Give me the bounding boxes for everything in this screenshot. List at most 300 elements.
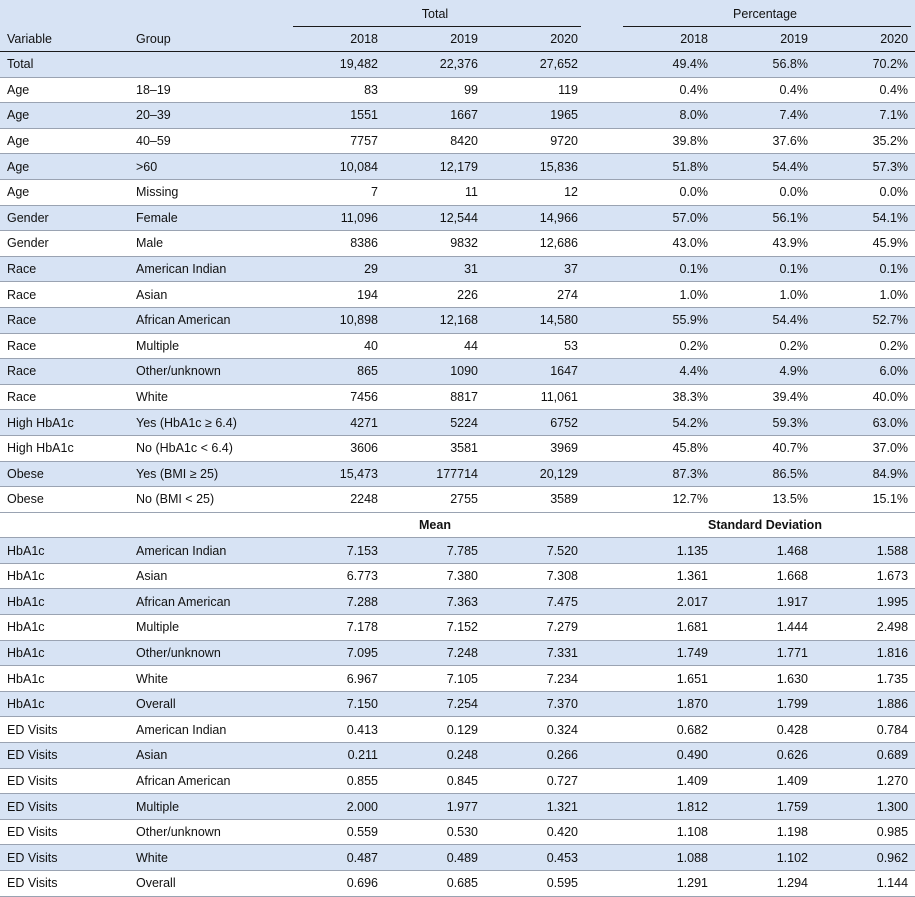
value-cell: 1.0%	[615, 282, 715, 308]
percentage-year-header: 2020	[880, 32, 909, 46]
value-cell: 865	[285, 359, 385, 385]
spacer-cell	[585, 256, 615, 282]
variable-cell: High HbA1c	[0, 435, 129, 461]
variable-cell: Age	[0, 128, 129, 154]
value-cell: 0.4%	[715, 77, 815, 103]
value-cell: 1.0%	[715, 282, 815, 308]
value-cell: 7.105	[385, 666, 485, 692]
group-cell: White	[129, 666, 285, 692]
spacer-cell	[585, 512, 615, 538]
spacer-cell	[585, 359, 615, 385]
value-cell: 1965	[485, 103, 585, 129]
value-cell: 0.129	[385, 717, 485, 743]
value-cell: 49.4%	[615, 52, 715, 78]
value-cell: 6.773	[285, 563, 385, 589]
value-cell: 37.6%	[715, 128, 815, 154]
value-cell: 0.855	[285, 768, 385, 794]
spacer-cell	[585, 819, 615, 845]
value-cell: 1.771	[715, 640, 815, 666]
value-cell: 7456	[285, 384, 385, 410]
value-cell: 1.886	[815, 691, 915, 717]
table-row	[0, 128, 915, 154]
group-cell: Multiple	[129, 794, 285, 820]
subheader-row	[0, 512, 915, 538]
variable-cell: ED Visits	[0, 794, 129, 820]
value-cell: 7.4%	[715, 103, 815, 129]
value-cell: 0.985	[815, 819, 915, 845]
table-row	[0, 179, 915, 205]
value-cell: 3969	[485, 435, 585, 461]
value-cell: 0.4%	[615, 77, 715, 103]
group-cell: American Indian	[129, 717, 285, 743]
value-cell: 56.8%	[715, 52, 815, 78]
variable-cell: Race	[0, 384, 129, 410]
value-cell: 7.234	[485, 666, 585, 692]
value-cell: 54.1%	[815, 205, 915, 231]
value-cell: 1.977	[385, 794, 485, 820]
value-cell: 2.000	[285, 794, 385, 820]
group-cell: White	[129, 845, 285, 871]
table-row	[0, 819, 915, 845]
spacer-cell	[585, 717, 615, 743]
value-cell: 3589	[485, 487, 585, 513]
value-cell: 1.291	[615, 871, 715, 897]
percentage-group-header: Percentage	[615, 0, 915, 27]
group-cell	[129, 52, 285, 78]
value-cell: 15.1%	[815, 487, 915, 513]
table-row	[0, 871, 915, 897]
value-cell: 86.5%	[715, 461, 815, 487]
value-cell: 0.845	[385, 768, 485, 794]
spacer-cell	[585, 538, 615, 564]
total-year-header: 2018	[350, 32, 378, 46]
spacer-cell	[585, 52, 615, 78]
value-cell: 1.102	[715, 845, 815, 871]
variable-cell: Obese	[0, 487, 129, 513]
value-cell: 1.300	[815, 794, 915, 820]
value-cell: 7.288	[285, 589, 385, 615]
variable-cell: HbA1c	[0, 691, 129, 717]
group-cell: Yes (BMI ≥ 25)	[129, 461, 285, 487]
value-cell: 22,376	[385, 52, 485, 78]
value-cell: 12,686	[485, 231, 585, 257]
value-cell: 0.682	[615, 717, 715, 743]
value-cell: 39.8%	[615, 128, 715, 154]
value-cell: 15,473	[285, 461, 385, 487]
table-row	[0, 359, 915, 385]
table-row	[0, 384, 915, 410]
table-row	[0, 487, 915, 513]
value-cell: 0.4%	[815, 77, 915, 103]
value-cell: 1551	[285, 103, 385, 129]
value-cell: 37.0%	[815, 435, 915, 461]
group-cell: Asian	[129, 282, 285, 308]
value-cell: 0.211	[285, 743, 385, 769]
value-cell: 1.735	[815, 666, 915, 692]
value-cell: 54.4%	[715, 154, 815, 180]
value-cell: 1.651	[615, 666, 715, 692]
group-cell: African American	[129, 768, 285, 794]
value-cell: 0.595	[485, 871, 585, 897]
variable-cell: ED Visits	[0, 743, 129, 769]
spacer-cell	[585, 384, 615, 410]
value-cell: 39.4%	[715, 384, 815, 410]
group-cell: Multiple	[129, 615, 285, 641]
value-cell: 1090	[385, 359, 485, 385]
value-cell: 7.380	[385, 563, 485, 589]
value-cell: 0.420	[485, 819, 585, 845]
value-cell: 12	[485, 179, 585, 205]
table-row	[0, 743, 915, 769]
spacer-cell	[585, 768, 615, 794]
value-cell: 119	[485, 77, 585, 103]
table-row	[0, 154, 915, 180]
value-cell: 45.9%	[815, 231, 915, 257]
value-cell: 84.9%	[815, 461, 915, 487]
value-cell: 0.696	[285, 871, 385, 897]
spacer-cell	[129, 512, 285, 538]
value-cell: 14,966	[485, 205, 585, 231]
value-cell: 1.361	[615, 563, 715, 589]
spacer-cell	[585, 845, 615, 871]
variable-cell: Gender	[0, 205, 129, 231]
value-cell: 35.2%	[815, 128, 915, 154]
value-cell: 0.685	[385, 871, 485, 897]
value-cell: 7.153	[285, 538, 385, 564]
value-cell: 7.308	[485, 563, 585, 589]
value-cell: 51.8%	[615, 154, 715, 180]
value-cell: 9832	[385, 231, 485, 257]
spacer-cell	[585, 282, 615, 308]
table-row	[0, 794, 915, 820]
spacer-cell	[585, 77, 615, 103]
value-cell: 1.294	[715, 871, 815, 897]
spacer-cell	[585, 154, 615, 180]
value-cell: 7.150	[285, 691, 385, 717]
group-cell: Other/unknown	[129, 640, 285, 666]
spacer-cell	[585, 743, 615, 769]
value-cell: 1.321	[485, 794, 585, 820]
variable-cell: HbA1c	[0, 589, 129, 615]
group-cell: No (BMI < 25)	[129, 487, 285, 513]
percentage-year-header: 2018	[680, 32, 708, 46]
value-cell: 1.995	[815, 589, 915, 615]
value-cell: 0.489	[385, 845, 485, 871]
value-cell: 57.3%	[815, 154, 915, 180]
table-row	[0, 77, 915, 103]
group-cell: Male	[129, 231, 285, 257]
spacer-cell	[585, 103, 615, 129]
value-cell: 11,096	[285, 205, 385, 231]
spacer-cell	[585, 410, 615, 436]
value-cell: 0.324	[485, 717, 585, 743]
table-row	[0, 768, 915, 794]
value-cell: 7.331	[485, 640, 585, 666]
variable-cell: Race	[0, 307, 129, 333]
spacer-cell	[585, 666, 615, 692]
value-cell: 59.3%	[715, 410, 815, 436]
value-cell: 2.017	[615, 589, 715, 615]
value-cell: 9720	[485, 128, 585, 154]
sd-subheader: Standard Deviation	[615, 512, 915, 538]
group-cell: 20–39	[129, 103, 285, 129]
value-cell: 1.816	[815, 640, 915, 666]
spacer-cell	[585, 691, 615, 717]
mean-subheader: Mean	[285, 512, 585, 538]
table-row	[0, 691, 915, 717]
value-cell: 6.0%	[815, 359, 915, 385]
table-row	[0, 307, 915, 333]
spacer-cell	[585, 307, 615, 333]
variable-cell: HbA1c	[0, 563, 129, 589]
value-cell: 7.520	[485, 538, 585, 564]
variable-cell: High HbA1c	[0, 410, 129, 436]
group-cell: Overall	[129, 691, 285, 717]
table-row	[0, 435, 915, 461]
value-cell: 4.4%	[615, 359, 715, 385]
value-cell: 1.409	[715, 768, 815, 794]
value-cell: 0.689	[815, 743, 915, 769]
table-body	[0, 52, 915, 897]
value-cell: 7.475	[485, 589, 585, 615]
value-cell: 6.967	[285, 666, 385, 692]
value-cell: 3581	[385, 435, 485, 461]
value-cell: 0.2%	[815, 333, 915, 359]
variable-cell: Age	[0, 154, 129, 180]
value-cell: 1.444	[715, 615, 815, 641]
table-row	[0, 282, 915, 308]
table-row	[0, 563, 915, 589]
value-cell: 57.0%	[615, 205, 715, 231]
value-cell: 31	[385, 256, 485, 282]
table-row	[0, 410, 915, 436]
value-cell: 2248	[285, 487, 385, 513]
value-cell: 7.363	[385, 589, 485, 615]
value-cell: 7.095	[285, 640, 385, 666]
group-cell: Asian	[129, 563, 285, 589]
group-cell: Yes (HbA1c ≥ 6.4)	[129, 410, 285, 436]
value-cell: 20,129	[485, 461, 585, 487]
spacer-cell	[585, 794, 615, 820]
value-cell: 0.1%	[615, 256, 715, 282]
value-cell: 194	[285, 282, 385, 308]
value-cell: 54.2%	[615, 410, 715, 436]
group-cell: African American	[129, 307, 285, 333]
group-cell: >60	[129, 154, 285, 180]
table-row	[0, 640, 915, 666]
value-cell: 0.727	[485, 768, 585, 794]
value-cell: 83	[285, 77, 385, 103]
value-cell: 1.468	[715, 538, 815, 564]
group-cell: American Indian	[129, 256, 285, 282]
spacer-cell	[585, 640, 615, 666]
spacer-cell	[585, 487, 615, 513]
percentage-year-header: 2019	[780, 32, 808, 46]
value-cell: 1.144	[815, 871, 915, 897]
group-cell: No (HbA1c < 6.4)	[129, 435, 285, 461]
value-cell: 37	[485, 256, 585, 282]
table-row	[0, 666, 915, 692]
value-cell: 1.0%	[815, 282, 915, 308]
variable-cell: Race	[0, 282, 129, 308]
group-cell: Female	[129, 205, 285, 231]
variable-cell: HbA1c	[0, 615, 129, 641]
value-cell: 1.630	[715, 666, 815, 692]
spacer-cell	[585, 128, 615, 154]
value-cell: 7.152	[385, 615, 485, 641]
variable-cell: Race	[0, 333, 129, 359]
value-cell: 55.9%	[615, 307, 715, 333]
value-cell: 1.759	[715, 794, 815, 820]
value-cell: 0.2%	[715, 333, 815, 359]
group-cell: American Indian	[129, 538, 285, 564]
value-cell: 1.088	[615, 845, 715, 871]
group-cell: Overall	[129, 871, 285, 897]
value-cell: 40.7%	[715, 435, 815, 461]
variable-cell: Age	[0, 103, 129, 129]
variable-cell: Age	[0, 77, 129, 103]
table-row	[0, 333, 915, 359]
value-cell: 0.626	[715, 743, 815, 769]
value-cell: 11,061	[485, 384, 585, 410]
value-cell: 2755	[385, 487, 485, 513]
value-cell: 12,168	[385, 307, 485, 333]
table-row	[0, 205, 915, 231]
value-cell: 43.0%	[615, 231, 715, 257]
value-cell: 1.198	[715, 819, 815, 845]
value-cell: 1.108	[615, 819, 715, 845]
spacer-cell	[585, 231, 615, 257]
variable-cell: ED Visits	[0, 717, 129, 743]
value-cell: 0.0%	[715, 179, 815, 205]
value-cell: 87.3%	[615, 461, 715, 487]
variable-cell: Age	[0, 179, 129, 205]
value-cell: 10,084	[285, 154, 385, 180]
value-cell: 7.178	[285, 615, 385, 641]
total-year-header: 2019	[450, 32, 478, 46]
value-cell: 12,179	[385, 154, 485, 180]
value-cell: 0.530	[385, 819, 485, 845]
value-cell: 7.248	[385, 640, 485, 666]
value-cell: 99	[385, 77, 485, 103]
value-cell: 8817	[385, 384, 485, 410]
spacer-cell	[585, 333, 615, 359]
table-row	[0, 461, 915, 487]
value-cell: 0.559	[285, 819, 385, 845]
variable-cell: Race	[0, 256, 129, 282]
variable-cell: Race	[0, 359, 129, 385]
value-cell: 6752	[485, 410, 585, 436]
table-header	[0, 0, 915, 52]
value-cell: 0.490	[615, 743, 715, 769]
value-cell: 7.1%	[815, 103, 915, 129]
variable-cell: ED Visits	[0, 768, 129, 794]
spacer-cell	[585, 563, 615, 589]
total-year-header: 2020	[550, 32, 578, 46]
group-cell: Other/unknown	[129, 819, 285, 845]
value-cell: 0.2%	[615, 333, 715, 359]
table-row	[0, 615, 915, 641]
variable-cell: HbA1c	[0, 538, 129, 564]
value-cell: 0.1%	[815, 256, 915, 282]
value-cell: 63.0%	[815, 410, 915, 436]
variable-cell: Gender	[0, 231, 129, 257]
value-cell: 4.9%	[715, 359, 815, 385]
group-column-header: Group	[136, 32, 171, 46]
value-cell: 0.0%	[615, 179, 715, 205]
value-cell: 7.279	[485, 615, 585, 641]
table-row	[0, 717, 915, 743]
value-cell: 1.270	[815, 768, 915, 794]
value-cell: 10,898	[285, 307, 385, 333]
value-cell: 1667	[385, 103, 485, 129]
value-cell: 54.4%	[715, 307, 815, 333]
value-cell: 1.409	[615, 768, 715, 794]
value-cell: 8386	[285, 231, 385, 257]
value-cell: 7.254	[385, 691, 485, 717]
value-cell: 44	[385, 333, 485, 359]
variable-column-header: Variable	[7, 32, 52, 46]
value-cell: 70.2%	[815, 52, 915, 78]
value-cell: 43.9%	[715, 231, 815, 257]
value-cell: 13.5%	[715, 487, 815, 513]
value-cell: 40.0%	[815, 384, 915, 410]
value-cell: 52.7%	[815, 307, 915, 333]
variable-cell: Total	[0, 52, 129, 78]
value-cell: 12,544	[385, 205, 485, 231]
value-cell: 7	[285, 179, 385, 205]
value-cell: 0.428	[715, 717, 815, 743]
variable-cell: HbA1c	[0, 640, 129, 666]
value-cell: 14,580	[485, 307, 585, 333]
value-cell: 38.3%	[615, 384, 715, 410]
value-cell: 5224	[385, 410, 485, 436]
variable-cell: ED Visits	[0, 871, 129, 897]
value-cell: 274	[485, 282, 585, 308]
value-cell: 1.588	[815, 538, 915, 564]
table-row	[0, 538, 915, 564]
value-cell: 45.8%	[615, 435, 715, 461]
value-cell: 15,836	[485, 154, 585, 180]
spacer-cell	[0, 512, 129, 538]
value-cell: 1.668	[715, 563, 815, 589]
value-cell: 1647	[485, 359, 585, 385]
variable-cell: Obese	[0, 461, 129, 487]
value-cell: 0.413	[285, 717, 385, 743]
table-row	[0, 256, 915, 282]
group-cell: White	[129, 384, 285, 410]
value-cell: 8.0%	[615, 103, 715, 129]
group-cell: Missing	[129, 179, 285, 205]
group-cell: 18–19	[129, 77, 285, 103]
group-cell: Other/unknown	[129, 359, 285, 385]
spacer-cell	[585, 615, 615, 641]
value-cell: 1.812	[615, 794, 715, 820]
value-cell: 40	[285, 333, 385, 359]
group-cell: Multiple	[129, 333, 285, 359]
spacer-cell	[585, 589, 615, 615]
value-cell: 0.453	[485, 845, 585, 871]
value-cell: 1.870	[615, 691, 715, 717]
value-cell: 1.799	[715, 691, 815, 717]
value-cell: 7.785	[385, 538, 485, 564]
value-cell: 0.784	[815, 717, 915, 743]
spacer-cell	[585, 179, 615, 205]
value-cell: 0.266	[485, 743, 585, 769]
value-cell: 12.7%	[615, 487, 715, 513]
table-row	[0, 589, 915, 615]
table-row	[0, 52, 915, 78]
